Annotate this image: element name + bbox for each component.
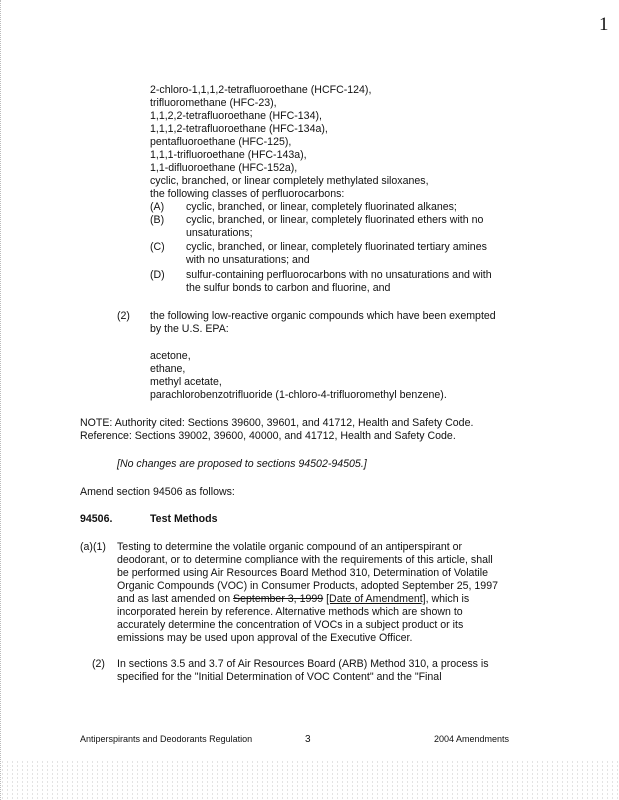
subsection-a2-text: specified for the "Initial Determination of VOC Content" and the "Final [117,671,442,683]
struck-date: September 3, 1999 [233,593,324,605]
pfc-item-text: the sulfur bonds to carbon and fluorine, and [186,282,391,294]
item-2-text: by the U.S. EPA: [150,323,229,335]
pfc-item-label: (A) [150,201,165,213]
authority-note: NOTE: Authority cited: Sections 39600, 39601, and 41712, Health and Safety Code. [80,417,474,429]
amendment-line [117,593,469,606]
amended-suffix: , which is [425,593,470,605]
subsection-a1-text: emissions may be used upon approval of the Executive Officer. [117,632,413,644]
compound-line: 1,1,1,2-tetrafluoroethane (HFC-134a), [150,123,328,135]
pfc-item-text: cyclic, branched, or linear, completely fluorinated ethers with no [186,214,484,226]
section-title: Test Methods [150,513,218,525]
pfc-item-text: cyclic, branched, or linear, completely fluorinated alkanes; [186,201,457,213]
exempt-compound: ethane, [150,363,186,375]
section-number: 94506. [80,513,113,525]
inserted-date: [Date of Amendment] [326,593,426,605]
subsection-a1-text: accurately determine the concentration of VOCs in a subject product or its [117,619,464,631]
compound-line: pentafluoroethane (HFC-125), [150,136,292,148]
compound-line: trifluoromethane (HFC-23), [150,97,277,109]
footer-title: Antiperspirants and Deodorants Regulation [80,734,253,744]
subsection-a1-text: Organic Compounds (VOC) in Consumer Products, adopted September 25, 1997 [117,580,498,592]
pfc-item-label: (B) [150,214,165,226]
pfc-item-label: (D) [150,269,165,281]
footer-page-number: 3 [305,734,311,745]
scan-edge [0,0,3,800]
amended-prefix: and as last amended on [117,593,234,605]
exempt-compound: parachlorobenzotrifluoride (1-chloro-4-trifluoromethyl benzene). [150,389,447,401]
compound-line: the following classes of perfluorocarbons: [150,188,345,200]
pfc-item-text: cyclic, branched, or linear, completely fluorinated tertiary amines [186,241,487,253]
compound-line: 1,1,2,2-tetrafluoroethane (HFC-134), [150,110,322,122]
pfc-item-text: unsaturations; [186,227,253,239]
item-2-label: (2) [117,310,130,322]
compound-line: 2-chloro-1,1,1,2-tetrafluoroethane (HCFC-124), [150,84,372,96]
compound-line: cyclic, branched, or linear completely methylated siloxanes, [150,175,429,187]
corner-page-mark: 1 [599,14,609,35]
footer-version: 2004 Amendments [434,734,510,744]
item-2-text: the following low-reactive organic compounds which have been exempted [150,310,496,322]
subsection-a1-label: (a)(1) [80,541,106,553]
compound-line: 1,1-difluoroethane (HFC-152a), [150,162,298,174]
scan-noise [0,760,619,800]
amend-instruction: Amend section 94506 as follows: [80,486,235,498]
pfc-item-text: sulfur-containing perfluorocarbons with no unsaturations and with [186,269,492,281]
subsection-a1-text: be performed using Air Resources Board Method 310, Determination of Volatile [117,567,488,579]
reference-note: Reference: Sections 39002, 39600, 40000, and 41712, Health and Safety Code. [80,430,456,442]
subsection-a1-text: incorporated herein by reference. Alternative methods which are shown to [117,606,463,618]
no-changes-note: [No changes are proposed to sections 94502-94505.] [117,458,367,470]
subsection-a1-text: Testing to determine the volatile organic compound of an antiperspirant or [117,541,463,553]
exempt-compound: acetone, [150,350,191,362]
pfc-item-text: with no unsaturations; and [186,254,310,266]
subsection-a2-label: (2) [92,658,105,670]
pfc-item-label: (C) [150,241,165,253]
subsection-a1-text: deodorant, or to determine compliance with the requirements of this article, shall [117,554,493,566]
compound-line: 1,1,1-trifluoroethane (HFC-143a), [150,149,307,161]
exempt-compound: methyl acetate, [150,376,222,388]
subsection-a2-text: In sections 3.5 and 3.7 of Air Resources Board (ARB) Method 310, a process is [117,658,489,670]
